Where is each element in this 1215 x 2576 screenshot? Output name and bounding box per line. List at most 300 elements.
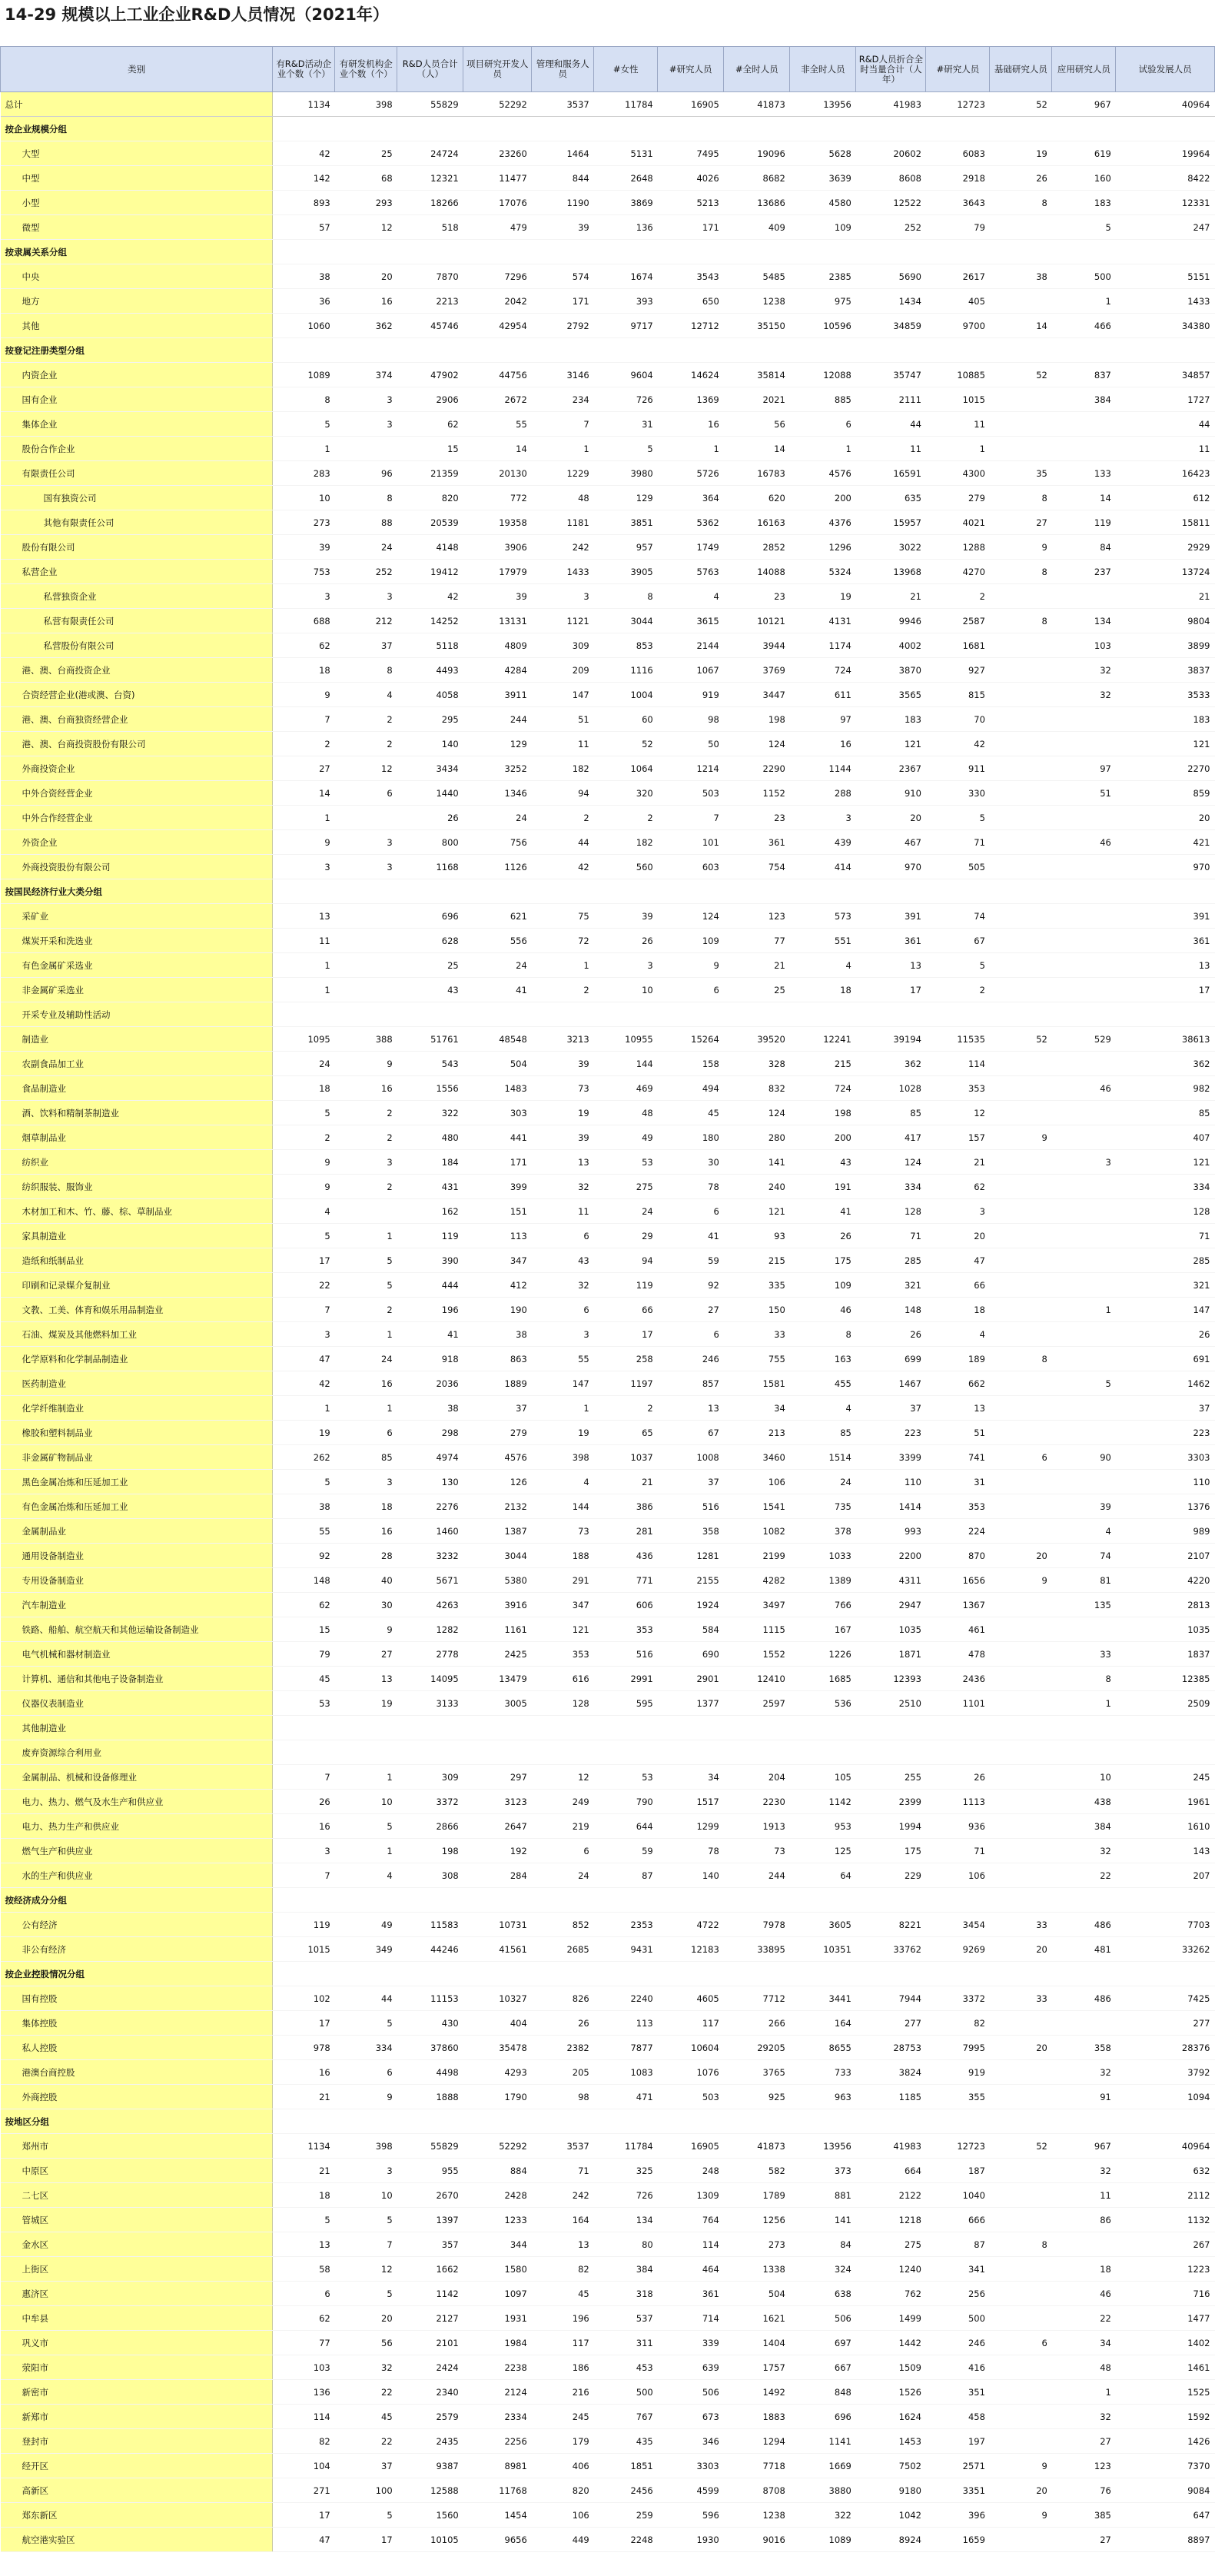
table-cell: 1035 bbox=[1116, 1617, 1215, 1642]
table-cell: 237 bbox=[1052, 560, 1116, 584]
table-cell: 16783 bbox=[724, 461, 790, 486]
table-cell: 469 bbox=[594, 1076, 658, 1101]
row-label: 有色金属矿采选业 bbox=[1, 953, 273, 978]
table-cell: 361 bbox=[724, 830, 790, 855]
row-label: 金属制品业 bbox=[1, 1519, 273, 1544]
table-cell: 234 bbox=[532, 387, 594, 412]
table-cell: 94 bbox=[532, 781, 594, 806]
table-cell: 771 bbox=[594, 1568, 658, 1593]
table-cell: 9 bbox=[273, 1150, 335, 1175]
table-cell: 3824 bbox=[856, 2060, 926, 2085]
table-cell: 1134 bbox=[273, 2134, 335, 2159]
table-cell: 273 bbox=[724, 2232, 790, 2257]
table-cell: 726 bbox=[594, 387, 658, 412]
table-cell: 4576 bbox=[463, 1445, 532, 1470]
table-cell: 863 bbox=[463, 1347, 532, 1371]
table-cell bbox=[990, 412, 1052, 437]
table-cell: 438 bbox=[1052, 1790, 1116, 1814]
table-header-row bbox=[1, 47, 1215, 92]
table-cell: 421 bbox=[1116, 830, 1215, 855]
table-cell: 4021 bbox=[926, 510, 990, 535]
table-cell: 10596 bbox=[790, 314, 856, 338]
table-cell: 2127 bbox=[397, 2306, 463, 2331]
table-cell bbox=[990, 2060, 1052, 2085]
table-cell: 4580 bbox=[790, 191, 856, 215]
table-cell: 320 bbox=[594, 781, 658, 806]
table-row bbox=[1, 683, 1215, 707]
row-label: 农副食品加工业 bbox=[1, 1052, 273, 1076]
table-cell: 10885 bbox=[926, 363, 990, 387]
table-cell: 2042 bbox=[463, 289, 532, 314]
table-cell: 39 bbox=[463, 584, 532, 609]
table-cell: 688 bbox=[273, 609, 335, 633]
table-cell: 441 bbox=[463, 1125, 532, 1150]
table-cell: 2866 bbox=[397, 1814, 463, 1839]
table-cell: 2435 bbox=[397, 2429, 463, 2454]
table-cell: 1134 bbox=[273, 92, 335, 117]
table-cell bbox=[273, 338, 335, 363]
table-row bbox=[1, 1125, 1215, 1150]
table-cell: 12183 bbox=[658, 1937, 724, 1962]
table-cell: 136 bbox=[594, 215, 658, 240]
table-cell: 45 bbox=[532, 2282, 594, 2306]
table-cell: 832 bbox=[724, 1076, 790, 1101]
table-cell bbox=[594, 240, 658, 264]
row-label: 微型 bbox=[1, 215, 273, 240]
table-cell bbox=[926, 1888, 990, 1913]
table-cell: 32 bbox=[1052, 683, 1116, 707]
table-cell bbox=[463, 1002, 532, 1027]
table-cell: 321 bbox=[1116, 1273, 1215, 1298]
table-cell: 453 bbox=[594, 2355, 658, 2380]
table-cell: 870 bbox=[926, 1544, 990, 1568]
table-cell: 52 bbox=[990, 2134, 1052, 2159]
table-cell: 53 bbox=[594, 1765, 658, 1790]
table-cell: 144 bbox=[532, 1494, 594, 1519]
table-cell: 9 bbox=[990, 2454, 1052, 2478]
table-cell: 9946 bbox=[856, 609, 926, 633]
table-cell bbox=[990, 2208, 1052, 2232]
table-cell: 36 bbox=[273, 289, 335, 314]
table-cell: 374 bbox=[335, 363, 397, 387]
table-cell: 612 bbox=[1116, 486, 1215, 510]
table-cell bbox=[463, 879, 532, 904]
table-cell: 9 bbox=[335, 1052, 397, 1076]
table-cell: 3 bbox=[335, 412, 397, 437]
table-cell: 644 bbox=[594, 1814, 658, 1839]
table-cell: 198 bbox=[397, 1839, 463, 1863]
table-cell: 10 bbox=[335, 2183, 397, 2208]
table-cell: 6 bbox=[273, 2282, 335, 2306]
table-cell: 35478 bbox=[463, 2036, 532, 2060]
table-cell: 17076 bbox=[463, 191, 532, 215]
table-cell: 667 bbox=[790, 2355, 856, 2380]
table-cell: 466 bbox=[1052, 314, 1116, 338]
table-cell: 242 bbox=[532, 2183, 594, 2208]
table-cell: 26 bbox=[397, 806, 463, 830]
table-cell: 1580 bbox=[463, 2257, 532, 2282]
table-cell bbox=[1052, 1421, 1116, 1445]
table-cell: 162 bbox=[397, 1199, 463, 1224]
table-cell bbox=[990, 2257, 1052, 2282]
table-cell bbox=[856, 1740, 926, 1765]
table-cell: 106 bbox=[724, 1470, 790, 1494]
table-cell: 37 bbox=[335, 2454, 397, 2478]
table-cell: 5 bbox=[335, 2282, 397, 2306]
table-cell bbox=[990, 1076, 1052, 1101]
table-cell: 820 bbox=[532, 2478, 594, 2503]
table-cell: 102 bbox=[273, 1986, 335, 2011]
table-row bbox=[1, 658, 1215, 683]
table-row bbox=[1, 1519, 1215, 1544]
table-cell: 1592 bbox=[1116, 2405, 1215, 2429]
table-cell: 1015 bbox=[926, 387, 990, 412]
table-cell: 5 bbox=[273, 1224, 335, 1248]
table-cell: 4605 bbox=[658, 1986, 724, 2011]
table-cell bbox=[990, 732, 1052, 756]
table-cell: 90 bbox=[1052, 1445, 1116, 1470]
table-cell bbox=[594, 1888, 658, 1913]
table-cell: 16 bbox=[273, 1814, 335, 1839]
table-cell: 3454 bbox=[926, 1913, 990, 1937]
table-cell: 3044 bbox=[463, 1544, 532, 1568]
table-cell: 975 bbox=[790, 289, 856, 314]
table-cell: 353 bbox=[594, 1617, 658, 1642]
table-row bbox=[1, 756, 1215, 781]
table-cell: 215 bbox=[724, 1248, 790, 1273]
table-cell: 3639 bbox=[790, 166, 856, 191]
table-cell: 42 bbox=[532, 855, 594, 879]
table-cell: 24 bbox=[790, 1470, 856, 1494]
table-cell: 3441 bbox=[790, 1986, 856, 2011]
table-cell: 279 bbox=[463, 1421, 532, 1445]
table-cell: 1 bbox=[273, 437, 335, 461]
row-label: 外商控股 bbox=[1, 2085, 273, 2109]
table-cell: 13 bbox=[926, 1396, 990, 1421]
table-cell: 1434 bbox=[856, 289, 926, 314]
table-cell: 15 bbox=[273, 1617, 335, 1642]
row-label: 非公有经济 bbox=[1, 1937, 273, 1962]
table-cell bbox=[990, 2109, 1052, 2134]
table-cell: 81 bbox=[1052, 1568, 1116, 1593]
table-cell: 1288 bbox=[926, 535, 990, 560]
row-label: 废弃资源综合利用业 bbox=[1, 1740, 273, 1765]
table-cell: 38 bbox=[273, 264, 335, 289]
table-row bbox=[1, 1396, 1215, 1421]
table-cell: 19 bbox=[335, 1691, 397, 1716]
row-label: 按隶属关系分组 bbox=[1, 240, 273, 264]
table-cell: 735 bbox=[790, 1494, 856, 1519]
table-cell: 87 bbox=[594, 1863, 658, 1888]
table-cell bbox=[790, 1716, 856, 1740]
table-cell bbox=[658, 1716, 724, 1740]
table-cell bbox=[594, 1740, 658, 1765]
table-cell bbox=[532, 1740, 594, 1765]
table-cell bbox=[273, 1716, 335, 1740]
table-cell: 2248 bbox=[594, 2528, 658, 2552]
table-cell: 73 bbox=[532, 1076, 594, 1101]
table-cell: 1064 bbox=[594, 756, 658, 781]
table-cell: 52292 bbox=[463, 92, 532, 117]
table-cell bbox=[1052, 1617, 1116, 1642]
table-cell: 1141 bbox=[790, 2429, 856, 2454]
table-cell: 11784 bbox=[594, 92, 658, 117]
row-label: 专用设备制造业 bbox=[1, 1568, 273, 1593]
table-cell: 339 bbox=[658, 2331, 724, 2355]
row-label: 私营股份有限公司 bbox=[1, 633, 273, 658]
table-cell: 1442 bbox=[856, 2331, 926, 2355]
table-cell bbox=[790, 1962, 856, 1986]
table-cell: 43 bbox=[532, 1248, 594, 1273]
table-cell: 252 bbox=[856, 215, 926, 240]
row-label: 港、澳、台商独资经营企业 bbox=[1, 707, 273, 732]
table-cell: 124 bbox=[658, 904, 724, 929]
table-cell bbox=[724, 1888, 790, 1913]
table-cell: 790 bbox=[594, 1790, 658, 1814]
table-cell bbox=[926, 1962, 990, 1986]
table-cell: 277 bbox=[856, 2011, 926, 2036]
table-cell: 5 bbox=[335, 2011, 397, 2036]
table-cell: 471 bbox=[594, 2085, 658, 2109]
column-header: #研究人员 bbox=[658, 47, 724, 92]
table-cell bbox=[273, 1962, 335, 1986]
table-cell: 13 bbox=[532, 2232, 594, 2257]
table-cell: 123 bbox=[1052, 2454, 1116, 2478]
table-cell: 4002 bbox=[856, 633, 926, 658]
table-cell: 40964 bbox=[1116, 92, 1215, 117]
table-cell: 20 bbox=[335, 2306, 397, 2331]
table-cell: 275 bbox=[594, 1175, 658, 1199]
table-cell: 244 bbox=[724, 1863, 790, 1888]
row-label: 金属制品、机械和设备修理业 bbox=[1, 1765, 273, 1790]
table-cell: 20 bbox=[926, 1224, 990, 1248]
table-cell: 2597 bbox=[724, 1691, 790, 1716]
table-cell: 24 bbox=[532, 1863, 594, 1888]
table-row bbox=[1, 2503, 1215, 2528]
table-cell: 20 bbox=[1116, 806, 1215, 830]
table-row bbox=[1, 781, 1215, 806]
row-label: 新密市 bbox=[1, 2380, 273, 2405]
table-cell: 100 bbox=[335, 2478, 397, 2503]
table-row bbox=[1, 1667, 1215, 1691]
table-cell bbox=[335, 1962, 397, 1986]
table-cell: 65 bbox=[594, 1421, 658, 1445]
table-cell: 151 bbox=[463, 1199, 532, 1224]
table-cell: 486 bbox=[1052, 1986, 1116, 2011]
row-label: 私营独资企业 bbox=[1, 584, 273, 609]
table-cell: 8 bbox=[990, 486, 1052, 510]
table-cell: 1389 bbox=[790, 1568, 856, 1593]
table-cell: 39194 bbox=[856, 1027, 926, 1052]
table-cell bbox=[926, 879, 990, 904]
table-cell: 355 bbox=[926, 2085, 990, 2109]
table-cell: 724 bbox=[790, 658, 856, 683]
table-cell: 9 bbox=[990, 1125, 1052, 1150]
table-cell: 2648 bbox=[594, 166, 658, 191]
table-cell: 41561 bbox=[463, 1937, 532, 1962]
table-cell bbox=[1052, 879, 1116, 904]
table-cell bbox=[990, 2355, 1052, 2380]
table-cell bbox=[790, 1740, 856, 1765]
table-cell: 584 bbox=[658, 1617, 724, 1642]
table-cell bbox=[926, 117, 990, 141]
table-cell: 31 bbox=[594, 412, 658, 437]
table-cell: 516 bbox=[594, 1642, 658, 1667]
table-cell: 8 bbox=[1052, 1667, 1116, 1691]
table-cell: 51761 bbox=[397, 1027, 463, 1052]
table-cell: 358 bbox=[658, 1519, 724, 1544]
table-cell: 41983 bbox=[856, 92, 926, 117]
table-cell: 9 bbox=[335, 1617, 397, 1642]
table-cell: 93 bbox=[724, 1224, 790, 1248]
table-cell bbox=[926, 1002, 990, 1027]
table-cell bbox=[594, 1716, 658, 1740]
table-cell bbox=[397, 240, 463, 264]
table-cell: 21 bbox=[926, 1150, 990, 1175]
table-cell: 30 bbox=[335, 1593, 397, 1617]
table-cell: 8221 bbox=[856, 1913, 926, 1937]
table-cell bbox=[856, 338, 926, 363]
table-cell: 638 bbox=[790, 2282, 856, 2306]
table-cell: 5 bbox=[926, 953, 990, 978]
table-cell: 12 bbox=[335, 215, 397, 240]
table-cell: 85 bbox=[335, 1445, 397, 1470]
table-cell: 772 bbox=[463, 486, 532, 510]
table-cell: 1121 bbox=[532, 609, 594, 633]
table-cell: 2901 bbox=[658, 1667, 724, 1691]
table-cell: 1168 bbox=[397, 855, 463, 879]
table-cell: 103 bbox=[273, 2355, 335, 2380]
table-cell: 384 bbox=[1052, 387, 1116, 412]
table-cell: 21 bbox=[273, 2159, 335, 2183]
row-label: 按企业规模分组 bbox=[1, 117, 273, 141]
row-label: 燃气生产和供应业 bbox=[1, 1839, 273, 1863]
row-label: 纺织服装、服饰业 bbox=[1, 1175, 273, 1199]
table-cell: 17979 bbox=[463, 560, 532, 584]
table-cell bbox=[990, 806, 1052, 830]
table-cell bbox=[1052, 338, 1116, 363]
table-cell: 141 bbox=[724, 1150, 790, 1175]
table-row bbox=[1, 1986, 1215, 2011]
table-cell bbox=[1052, 584, 1116, 609]
table-cell bbox=[1052, 978, 1116, 1002]
table-cell: 13956 bbox=[790, 2134, 856, 2159]
table-cell: 3 bbox=[335, 2159, 397, 2183]
table-cell: 378 bbox=[790, 1519, 856, 1544]
table-cell: 6 bbox=[335, 781, 397, 806]
table-cell: 486 bbox=[1052, 1913, 1116, 1937]
table-row bbox=[1, 1322, 1215, 1347]
table-cell: 86 bbox=[1052, 2208, 1116, 2232]
table-cell bbox=[990, 1002, 1052, 1027]
table-cell: 180 bbox=[658, 1125, 724, 1150]
table-cell: 884 bbox=[463, 2159, 532, 2183]
table-cell: 246 bbox=[658, 1347, 724, 1371]
table-cell bbox=[335, 1002, 397, 1027]
table-cell: 3 bbox=[335, 830, 397, 855]
table-cell: 3 bbox=[594, 953, 658, 978]
table-cell bbox=[397, 1716, 463, 1740]
table-cell: 399 bbox=[463, 1175, 532, 1199]
table-cell bbox=[335, 117, 397, 141]
table-cell bbox=[532, 879, 594, 904]
table-cell: 756 bbox=[463, 830, 532, 855]
table-cell: 35747 bbox=[856, 363, 926, 387]
table-cell: 9 bbox=[273, 1175, 335, 1199]
table-cell: 1514 bbox=[790, 1445, 856, 1470]
table-cell bbox=[990, 2306, 1052, 2331]
table-row bbox=[1, 929, 1215, 953]
row-label: 集体控股 bbox=[1, 2011, 273, 2036]
table-cell: 55829 bbox=[397, 2134, 463, 2159]
table-cell: 10 bbox=[594, 978, 658, 1002]
table-cell: 1790 bbox=[463, 2085, 532, 2109]
table-cell: 18 bbox=[790, 978, 856, 1002]
table-cell: 16905 bbox=[658, 92, 724, 117]
table-cell bbox=[1116, 240, 1215, 264]
table-cell bbox=[1052, 1175, 1116, 1199]
table-cell: 9269 bbox=[926, 1937, 990, 1962]
table-cell: 62 bbox=[397, 412, 463, 437]
table-row bbox=[1, 141, 1215, 166]
table-cell: 2424 bbox=[397, 2355, 463, 2380]
table-row bbox=[1, 1273, 1215, 1298]
table-cell bbox=[856, 879, 926, 904]
table-cell: 620 bbox=[724, 486, 790, 510]
row-label: 造纸和纸制品业 bbox=[1, 1248, 273, 1273]
table-cell bbox=[463, 1888, 532, 1913]
table-cell: 121 bbox=[1116, 1150, 1215, 1175]
table-cell: 204 bbox=[724, 1765, 790, 1790]
row-label: 港、澳、台商投资股份有限公司 bbox=[1, 732, 273, 756]
table-cell: 52292 bbox=[463, 2134, 532, 2159]
table-cell: 4376 bbox=[790, 510, 856, 535]
table-cell: 616 bbox=[532, 1667, 594, 1691]
table-cell: 506 bbox=[790, 2306, 856, 2331]
table-row bbox=[1, 2085, 1215, 2109]
table-cell bbox=[990, 1101, 1052, 1125]
table-cell: 39 bbox=[1052, 1494, 1116, 1519]
table-cell: 766 bbox=[790, 1593, 856, 1617]
table-cell bbox=[990, 756, 1052, 781]
table-cell: 2 bbox=[335, 732, 397, 756]
table-cell: 325 bbox=[594, 2159, 658, 2183]
table-cell: 503 bbox=[658, 781, 724, 806]
table-row bbox=[1, 1617, 1215, 1642]
table-cell: 117 bbox=[532, 2331, 594, 2355]
table-cell bbox=[1052, 1199, 1116, 1224]
row-label: 铁路、船舶、航空航天和其他运输设备制造业 bbox=[1, 1617, 273, 1642]
table-cell: 7 bbox=[532, 412, 594, 437]
table-cell bbox=[658, 117, 724, 141]
table-cell bbox=[990, 658, 1052, 683]
table-cell: 20 bbox=[990, 1544, 1052, 1568]
table-row bbox=[1, 1150, 1215, 1175]
table-cell: 8 bbox=[594, 584, 658, 609]
table-cell: 2290 bbox=[724, 756, 790, 781]
table-cell bbox=[926, 1716, 990, 1740]
table-cell: 4974 bbox=[397, 1445, 463, 1470]
table-cell bbox=[1116, 117, 1215, 141]
table-cell: 1240 bbox=[856, 2257, 926, 2282]
table-row bbox=[1, 2478, 1215, 2503]
table-cell: 3837 bbox=[1116, 658, 1215, 683]
table-cell: 647 bbox=[1116, 2503, 1215, 2528]
table-cell: 229 bbox=[856, 1863, 926, 1888]
table-cell: 129 bbox=[594, 486, 658, 510]
row-label: 电力、热力生产和供应业 bbox=[1, 1814, 273, 1839]
row-label: 中央 bbox=[1, 264, 273, 289]
